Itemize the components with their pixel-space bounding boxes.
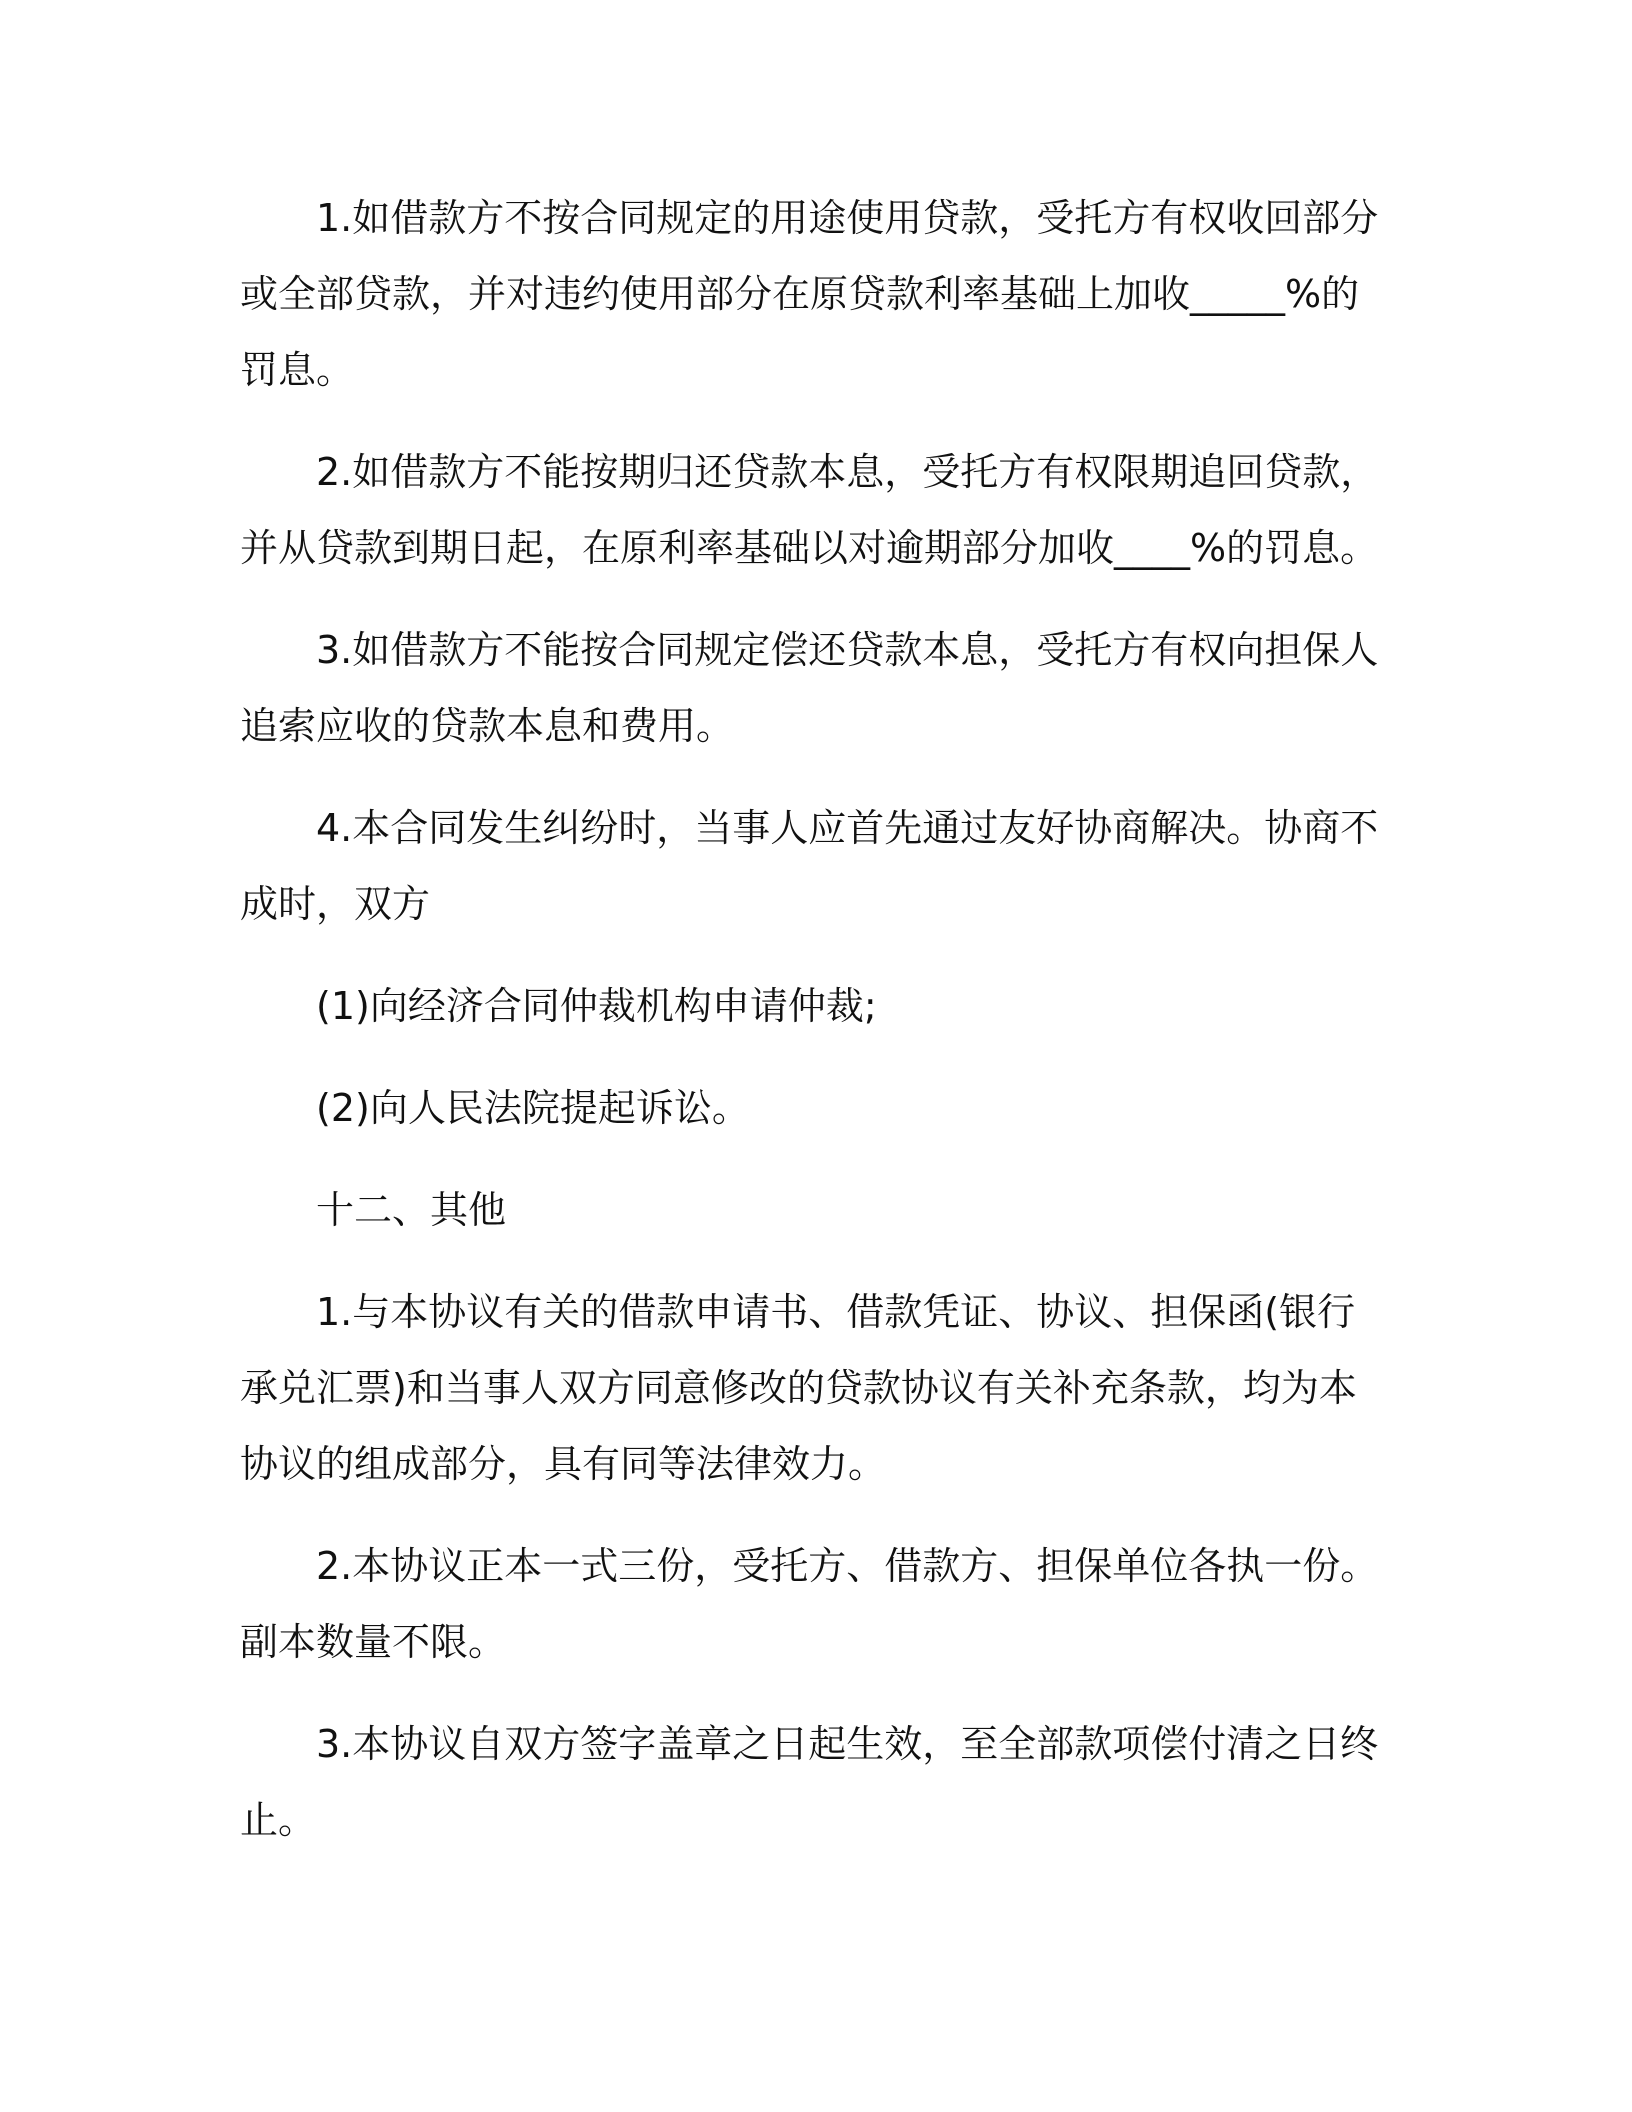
clause-penalty-misuse: 1.如借款方不按合同规定的用途使用贷款，受托方有权收回部分或全部贷款，并对违约使用部分在原贷款利率基础上加收_____%的罚息。 xyxy=(240,196,1379,392)
clause-penalty-overdue: 2.如借款方不能按期归还贷款本息，受托方有权限期追回贷款，并从贷款到期日起，在原利率基础以对逾期部分加收____%的罚息。 xyxy=(240,450,1379,570)
clause-dispute: 4.本合同发生纠纷时，当事人应首先通过友好协商解决。协商不成时，双方 xyxy=(240,806,1379,926)
clause-guarantor-recourse: 3.如借款方不能按合同规定偿还贷款本息，受托方有权向担保人追索应收的贷款本息和费用。 xyxy=(240,628,1379,748)
clause-attachments: 1.与本协议有关的借款申请书、借款凭证、协议、担保函(银行承兑汇票)和当事人双方同意修改的贷款协议有关补充条款，均为本协议的组成部分，具有同等法律效力。 xyxy=(240,1290,1357,1486)
document-body xyxy=(240,180,1390,1884)
clause-copies: 2.本协议正本一式三份，受托方、借款方、担保单位各执一份。副本数量不限。 xyxy=(240,1544,1379,1664)
clause-effective-date: 3.本协议自双方签字盖章之日起生效，至全部款项偿付清之日终止。 xyxy=(240,1722,1379,1842)
dispute-option-arbitration: (1)向经济合同仲裁机构申请仲裁; xyxy=(316,984,877,1028)
section-heading-other: 十二、其他 xyxy=(316,1188,507,1232)
dispute-option-litigation: (2)向人民法院提起诉讼。 xyxy=(316,1086,750,1130)
